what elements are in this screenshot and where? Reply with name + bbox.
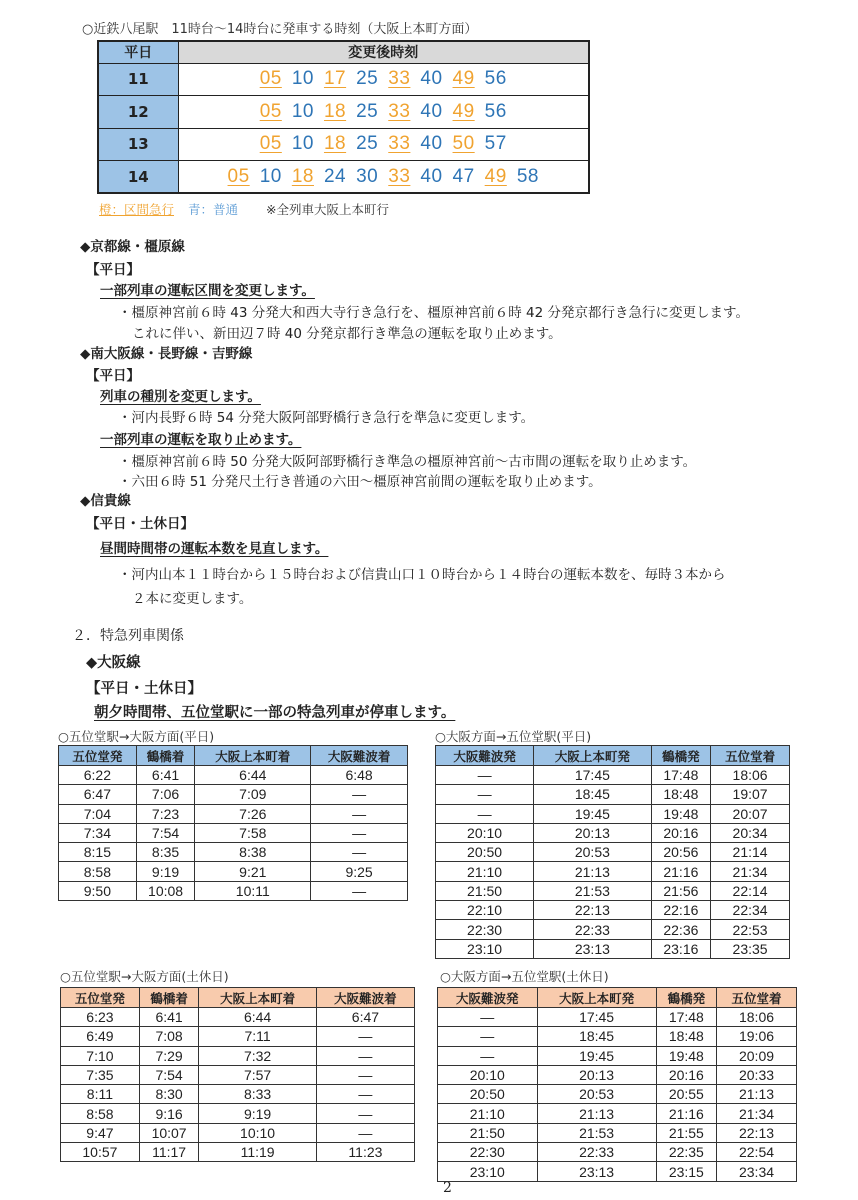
time-cell: 17:48: [656, 1008, 716, 1027]
time-cell: 22:33: [534, 920, 651, 939]
shigi-subheading: 昼間時間帯の運転本数を見直します。: [100, 541, 329, 557]
time-cell: 20:50: [436, 843, 534, 862]
osaka-line-title: ◆大阪線: [86, 655, 141, 671]
table-row: [436, 804, 790, 823]
hour-row: [98, 128, 589, 161]
table-row: [436, 939, 790, 958]
column-header: 五位堂着: [711, 746, 790, 766]
time-cell: 10:10: [199, 1123, 316, 1142]
local-minute: 25: [356, 68, 379, 90]
express-minute: 05: [259, 133, 282, 155]
table-row: [436, 785, 790, 804]
header-row: [438, 988, 797, 1008]
table-row: [438, 1065, 797, 1084]
table-row: [436, 862, 790, 881]
limited-express-heading: ２．特急列車関係: [72, 628, 184, 644]
time-cell: 22:34: [711, 901, 790, 920]
time-cell: 6:44: [195, 766, 311, 785]
weekday-up-caption: ○五位堂駅→大阪方面(平日): [58, 729, 215, 744]
time-cell: 7:32: [199, 1046, 316, 1065]
time-cell: —: [316, 1085, 414, 1104]
time-cell: 7:54: [139, 1065, 199, 1084]
time-cell: 7:26: [195, 804, 311, 823]
table-row: [436, 881, 790, 900]
minami-bullet-1: ・河内長野６時 54 分発大阪阿部野橋行き急行を準急に変更します。: [118, 410, 535, 426]
local-minute: 40: [420, 165, 443, 187]
express-minute: 33: [388, 100, 411, 122]
time-cell: 20:16: [656, 1065, 716, 1084]
time-cell: 21:50: [436, 881, 534, 900]
table-row: [59, 785, 408, 804]
express-minute: 49: [452, 68, 475, 90]
minutes-cell: [178, 161, 589, 194]
local-minute: 10: [291, 133, 314, 155]
time-cell: 22:13: [534, 901, 651, 920]
time-cell: 20:53: [537, 1085, 656, 1104]
time-cell: 21:16: [651, 862, 711, 881]
time-cell: 21:53: [537, 1123, 656, 1142]
time-cell: 19:45: [537, 1046, 656, 1065]
time-cell: 20:10: [436, 823, 534, 842]
time-cell: 23:16: [651, 939, 711, 958]
table-row: [436, 823, 790, 842]
time-cell: 20:33: [717, 1065, 797, 1084]
yao-departure-table: [97, 40, 590, 194]
time-cell: 7:04: [59, 804, 137, 823]
time-cell: 21:34: [711, 862, 790, 881]
hour-cell: 11: [98, 63, 178, 96]
legend-local: 青：普通: [188, 202, 239, 217]
local-minute: 40: [420, 133, 443, 155]
table-row: [59, 823, 408, 842]
time-cell: 22:35: [656, 1143, 716, 1162]
express-minute: 05: [259, 100, 282, 122]
weekday-down-caption: ○大阪方面→五位堂駅(平日): [435, 729, 592, 744]
time-cell: 21:55: [656, 1123, 716, 1142]
holiday-up-caption: ○五位堂駅→大阪方面(土休日): [60, 969, 229, 984]
table-row: [438, 1143, 797, 1162]
time-cell: 9:47: [61, 1123, 140, 1142]
time-cell: 22:14: [711, 881, 790, 900]
express-minute: 18: [323, 133, 347, 155]
time-cell: 8:30: [139, 1085, 199, 1104]
local-minute: 40: [420, 100, 443, 122]
time-cell: 17:45: [537, 1008, 656, 1027]
time-cell: 8:58: [61, 1104, 140, 1123]
time-cell: 8:15: [59, 843, 137, 862]
time-cell: 20:13: [537, 1065, 656, 1084]
time-cell: 9:16: [139, 1104, 199, 1123]
shigi-bullet-1: ・河内山本１１時台から１５時台および信貴山口１０時台から１４時台の運転本数を、毎時３本から: [118, 567, 726, 583]
table-row: [59, 881, 408, 900]
column-header: 大阪難波発: [436, 746, 534, 766]
time-cell: —: [311, 843, 408, 862]
time-cell: 19:48: [656, 1046, 716, 1065]
minami-bullet-3: ・六田６時 51 分発尺土行き普通の六田～橿原神宮前間の運転を取り止めます。: [118, 474, 602, 490]
time-cell: —: [311, 881, 408, 900]
column-header: 大阪上本町発: [537, 988, 656, 1008]
time-cell: 7:34: [59, 823, 137, 842]
time-cell: 6:44: [199, 1008, 316, 1027]
time-cell: 19:06: [717, 1027, 797, 1046]
minami-day-label: 【平日】: [86, 368, 140, 384]
express-minute: 33: [388, 165, 411, 187]
header-row: [59, 746, 408, 766]
kyoto-subheading: 一部列車の運転区間を変更します。: [100, 283, 315, 299]
express-minute: 49: [484, 165, 507, 187]
table-row: [59, 804, 408, 823]
column-header: 五位堂発: [61, 988, 140, 1008]
local-minute: 30: [356, 165, 379, 187]
column-header: 五位堂着: [717, 988, 797, 1008]
time-cell: 7:35: [61, 1065, 140, 1084]
local-minute: 25: [356, 100, 379, 122]
time-cell: 20:50: [438, 1085, 538, 1104]
time-cell: 17:48: [651, 766, 711, 785]
time-cell: 9:21: [195, 862, 311, 881]
local-minute: 24: [323, 165, 347, 187]
time-cell: 6:48: [311, 766, 408, 785]
page-number: 2: [443, 1180, 452, 1196]
time-cell: 21:56: [651, 881, 711, 900]
time-cell: 21:10: [438, 1104, 538, 1123]
top-table-caption: ○近鉄八尾駅 11時台～14時台に発車する時刻（大阪上本町方面）: [82, 22, 478, 37]
table-row: [61, 1008, 415, 1027]
table-row: [438, 1046, 797, 1065]
column-header: 大阪難波着: [311, 746, 408, 766]
timetable-legend: [99, 200, 389, 218]
hour-cell: 13: [98, 128, 178, 161]
time-cell: 20:53: [534, 843, 651, 862]
express-minute: 50: [452, 133, 475, 155]
local-minute: 25: [356, 133, 379, 155]
time-cell: 21:13: [537, 1104, 656, 1123]
time-cell: 20:16: [651, 823, 711, 842]
hour-row: [98, 63, 589, 96]
time-cell: 23:13: [534, 939, 651, 958]
time-cell: 22:53: [711, 920, 790, 939]
table-row: [61, 1065, 415, 1084]
table-row: [61, 1123, 415, 1142]
time-cell: 23:35: [711, 939, 790, 958]
shigi-bullet-1-cont: ２本に変更します。: [132, 591, 253, 607]
time-cell: 10:57: [61, 1143, 140, 1162]
hour-cell: 12: [98, 96, 178, 129]
kyoto-line-title: ◆京都線・橿原線: [80, 239, 185, 255]
local-minute: 10: [259, 165, 282, 187]
time-cell: —: [316, 1065, 414, 1084]
time-cell: 20:13: [534, 823, 651, 842]
table-row: [61, 1143, 415, 1162]
table-row: [59, 843, 408, 862]
local-minute: 58: [516, 165, 539, 187]
hour-cell: 14: [98, 161, 178, 194]
holiday-down-caption: ○大阪方面→五位堂駅(土休日): [440, 969, 609, 984]
time-cell: 22:16: [651, 901, 711, 920]
table-row: [438, 1027, 797, 1046]
time-cell: —: [316, 1123, 414, 1142]
time-cell: 6:22: [59, 766, 137, 785]
time-cell: 18:45: [534, 785, 651, 804]
column-header: 大阪難波着: [316, 988, 414, 1008]
minutes-cell: [178, 63, 589, 96]
column-header: 大阪上本町着: [195, 746, 311, 766]
time-cell: —: [316, 1046, 414, 1065]
time-cell: 17:45: [534, 766, 651, 785]
time-cell: 11:23: [316, 1143, 414, 1162]
table-row: [61, 1027, 415, 1046]
time-cell: 23:13: [537, 1162, 656, 1181]
time-cell: —: [438, 1008, 538, 1027]
table-row: [61, 1104, 415, 1123]
legend-note: ※全列車大阪上本町行: [266, 202, 390, 217]
column-header: 大阪難波発: [438, 988, 538, 1008]
minutes-cell: [178, 96, 589, 129]
kyoto-day-label: 【平日】: [86, 262, 140, 278]
time-cell: 20:55: [656, 1085, 716, 1104]
express-minute: 05: [227, 165, 250, 187]
express-minute: 18: [323, 100, 347, 122]
express-minute: 33: [388, 133, 411, 155]
time-cell: 8:38: [195, 843, 311, 862]
table-row: [61, 1085, 415, 1104]
local-minute: 47: [452, 165, 475, 187]
time-cell: 19:45: [534, 804, 651, 823]
time-cell: 9:19: [199, 1104, 316, 1123]
time-cell: 22:33: [537, 1143, 656, 1162]
minami-line-title: ◆南大阪線・長野線・吉野線: [80, 346, 253, 362]
time-cell: 23:15: [656, 1162, 716, 1181]
local-minute: 56: [484, 100, 507, 122]
time-cell: 8:33: [199, 1085, 316, 1104]
time-cell: 8:11: [61, 1085, 140, 1104]
time-cell: 20:09: [717, 1046, 797, 1065]
holiday-up-table: [60, 987, 415, 1162]
time-cell: 7:09: [195, 785, 311, 804]
time-cell: 9:19: [136, 862, 195, 881]
minami-subheading-2: 一部列車の運転を取り止めます。: [100, 432, 302, 448]
time-cell: 7:29: [139, 1046, 199, 1065]
time-cell: 21:34: [717, 1104, 797, 1123]
express-minute: 17: [323, 68, 347, 90]
kyoto-bullet-1-cont: これに伴い、新田辺７時 40 分発京都行き準急の運転を取り止めます。: [132, 326, 562, 342]
minami-bullet-2: ・橿原神宮前６時 50 分発大阪阿部野橋行き準急の橿原神宮前～古市間の運転を取り止めます。: [118, 454, 697, 470]
express-minute: 33: [388, 68, 411, 90]
table-row: [59, 862, 408, 881]
legend-express: 橙：区間急行: [99, 202, 175, 217]
holiday-down-table: [437, 987, 797, 1182]
time-cell: 22:30: [438, 1143, 538, 1162]
time-cell: 10:07: [139, 1123, 199, 1142]
time-cell: 6:23: [61, 1008, 140, 1027]
express-minute: 49: [452, 100, 475, 122]
time-cell: 7:54: [136, 823, 195, 842]
time-cell: 8:58: [59, 862, 137, 881]
time-cell: —: [436, 804, 534, 823]
time-cell: 6:41: [136, 766, 195, 785]
table-row: [436, 901, 790, 920]
table-row: [438, 1123, 797, 1142]
header-weekday: 平日: [98, 41, 178, 63]
time-cell: 7:58: [195, 823, 311, 842]
time-cell: 11:17: [139, 1143, 199, 1162]
express-minute: 05: [259, 68, 282, 90]
time-cell: 19:48: [651, 804, 711, 823]
time-cell: 6:49: [61, 1027, 140, 1046]
table-row: [436, 766, 790, 785]
time-cell: 22:13: [717, 1123, 797, 1142]
time-cell: 19:07: [711, 785, 790, 804]
kyoto-bullet-1: ・橿原神宮前６時 43 分発大和西大寺行き急行を、橿原神宮前６時 42 分発京都行き急行に変更します。: [118, 305, 749, 321]
shigi-day-label: 【平日・土休日】: [86, 516, 194, 532]
time-cell: 6:47: [316, 1008, 414, 1027]
header-changed-times: 変更後時刻: [178, 41, 589, 63]
local-minute: 40: [420, 68, 443, 90]
local-minute: 10: [291, 68, 314, 90]
column-header: 鶴橋着: [139, 988, 199, 1008]
column-header: 大阪上本町発: [534, 746, 651, 766]
time-cell: 7:10: [61, 1046, 140, 1065]
time-cell: —: [438, 1027, 538, 1046]
time-cell: 20:56: [651, 843, 711, 862]
table-row: [438, 1008, 797, 1027]
time-cell: —: [311, 785, 408, 804]
table-row: [61, 1046, 415, 1065]
column-header: 鶴橋発: [656, 988, 716, 1008]
time-cell: 21:14: [711, 843, 790, 862]
time-cell: 6:47: [59, 785, 137, 804]
minami-subheading-1: 列車の種別を変更します。: [100, 389, 261, 405]
time-cell: 7:11: [199, 1027, 316, 1046]
time-cell: 23:34: [717, 1162, 797, 1181]
time-cell: 7:57: [199, 1065, 316, 1084]
time-cell: 20:10: [438, 1065, 538, 1084]
time-cell: —: [436, 785, 534, 804]
time-cell: 23:10: [438, 1162, 538, 1181]
column-header: 鶴橋着: [136, 746, 195, 766]
time-cell: 9:50: [59, 881, 137, 900]
time-cell: 7:23: [136, 804, 195, 823]
time-cell: 21:53: [534, 881, 651, 900]
time-cell: 21:50: [438, 1123, 538, 1142]
table-row: [59, 766, 408, 785]
time-cell: 22:10: [436, 901, 534, 920]
osaka-day-label: 【平日・土休日】: [86, 681, 202, 697]
time-cell: 8:35: [136, 843, 195, 862]
shigi-line-title: ◆信貴線: [80, 493, 131, 509]
minutes-cell: [178, 128, 589, 161]
time-cell: —: [436, 766, 534, 785]
time-cell: 18:06: [717, 1008, 797, 1027]
weekday-up-table: [58, 745, 408, 901]
time-cell: 21:10: [436, 862, 534, 881]
time-cell: 11:19: [199, 1143, 316, 1162]
hour-row: [98, 96, 589, 129]
time-cell: 22:36: [651, 920, 711, 939]
time-cell: 20:34: [711, 823, 790, 842]
express-minute: 18: [291, 165, 314, 187]
time-cell: 20:07: [711, 804, 790, 823]
time-cell: —: [311, 823, 408, 842]
column-header: 五位堂発: [59, 746, 137, 766]
table-row: [436, 843, 790, 862]
time-cell: 18:48: [651, 785, 711, 804]
time-cell: —: [311, 804, 408, 823]
time-cell: —: [316, 1104, 414, 1123]
column-header: 鶴橋発: [651, 746, 711, 766]
header-row: [436, 746, 790, 766]
time-cell: 23:10: [436, 939, 534, 958]
time-cell: 6:41: [139, 1008, 199, 1027]
weekday-down-table: [435, 745, 790, 959]
table-row: [438, 1085, 797, 1104]
hour-row: [98, 161, 589, 194]
time-cell: 21:13: [717, 1085, 797, 1104]
time-cell: 9:25: [311, 862, 408, 881]
local-minute: 10: [291, 100, 314, 122]
table-row: [438, 1104, 797, 1123]
time-cell: 18:06: [711, 766, 790, 785]
time-cell: 18:45: [537, 1027, 656, 1046]
time-cell: 22:30: [436, 920, 534, 939]
column-header: 大阪上本町着: [199, 988, 316, 1008]
time-cell: —: [316, 1027, 414, 1046]
time-cell: 7:08: [139, 1027, 199, 1046]
time-cell: 21:13: [534, 862, 651, 881]
table-row: [436, 920, 790, 939]
time-cell: 10:08: [136, 881, 195, 900]
time-cell: 22:54: [717, 1143, 797, 1162]
table-row: [438, 1162, 797, 1181]
time-cell: 21:16: [656, 1104, 716, 1123]
time-cell: 10:11: [195, 881, 311, 900]
header-row: [61, 988, 415, 1008]
time-cell: 7:06: [136, 785, 195, 804]
local-minute: 56: [484, 68, 507, 90]
local-minute: 57: [484, 133, 507, 155]
time-cell: 18:48: [656, 1027, 716, 1046]
osaka-subheading: 朝夕時間帯、五位堂駅に一部の特急列車が停車します。: [94, 705, 456, 721]
time-cell: —: [438, 1046, 538, 1065]
